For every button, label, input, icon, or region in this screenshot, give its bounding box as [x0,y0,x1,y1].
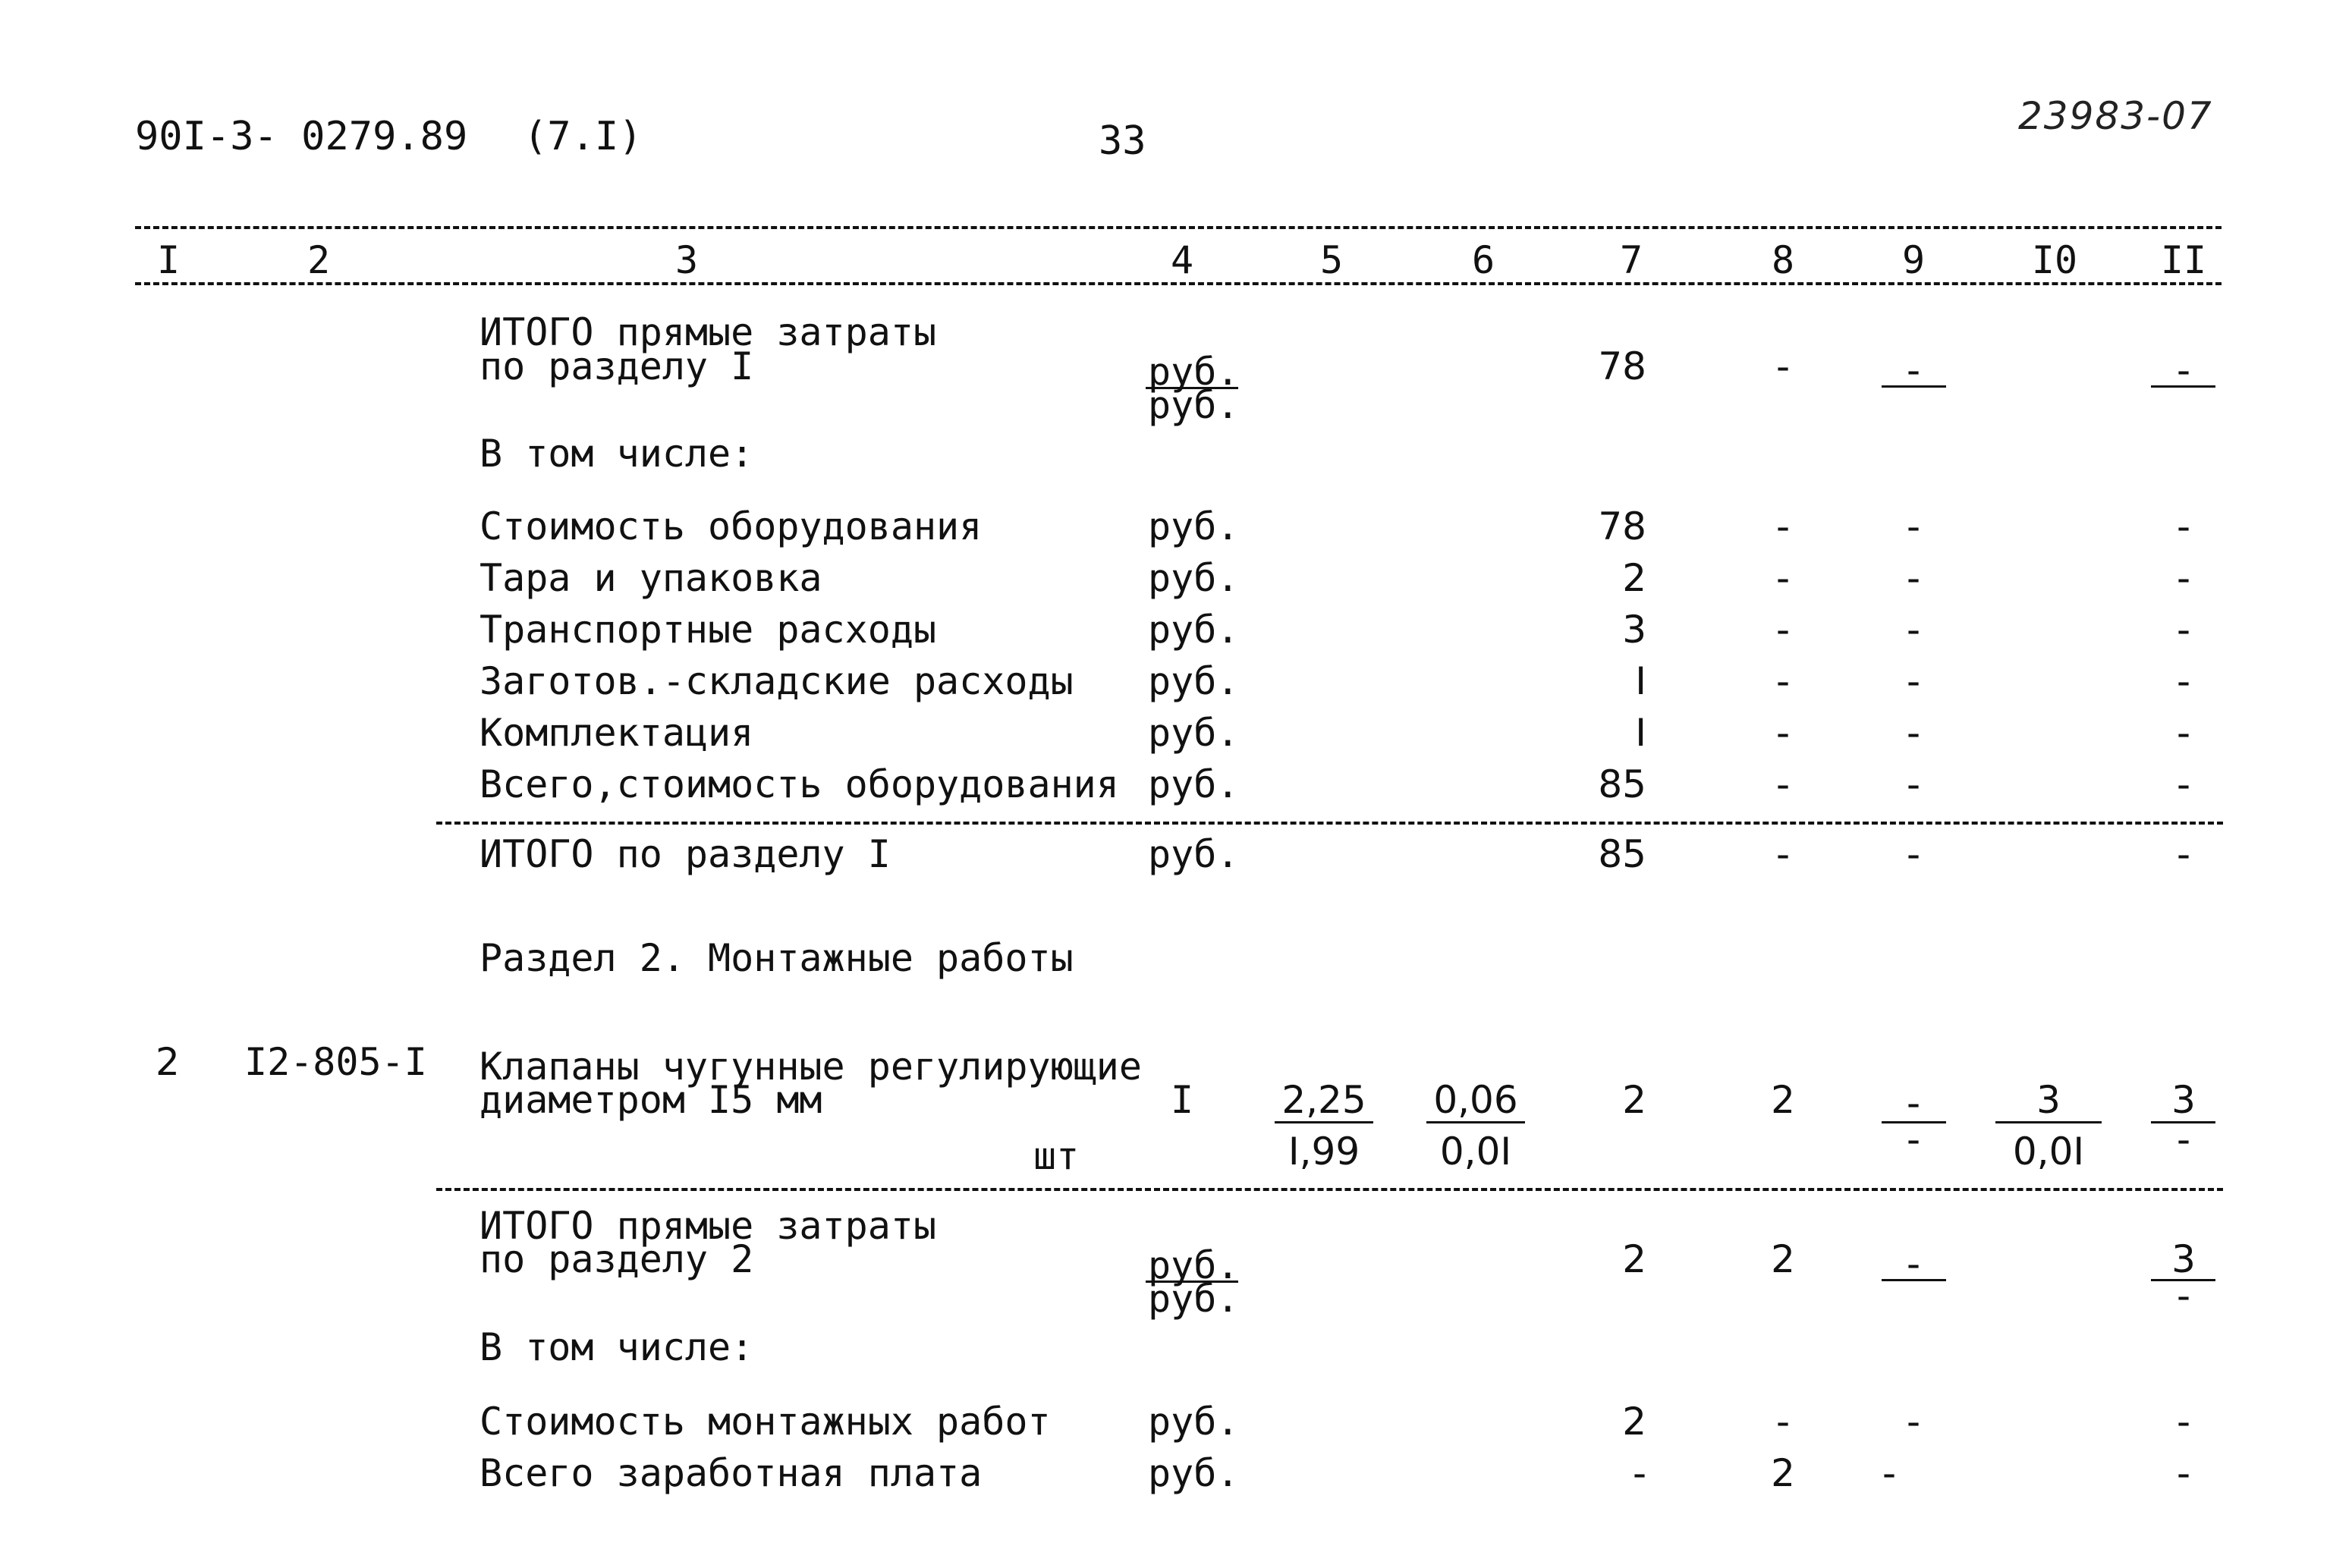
s2-total-unit-bottom: руб. [1148,1277,1240,1321]
s2-total-c11-top: 3 [2171,1237,2196,1281]
s2-item-c10-bottom: 0,0I [2012,1130,2085,1174]
s2-row-c7: 2 [1622,1400,1646,1444]
s1-row-c9: - [1906,659,1921,703]
s1-row-c9: - [1906,608,1921,652]
s1-row-unit: руб. [1148,504,1240,548]
s2-item-c11-top: 3 [2171,1078,2196,1122]
s1-row-c11: - [2176,556,2191,600]
s2-item-c9-bottom: - [1906,1117,1921,1161]
col-header-6: 6 [1471,238,1495,282]
s1-section-total-c11: - [2176,832,2191,876]
s1-row-c8: - [1775,504,1791,548]
s1-total-direct-line2: по разделу I [480,344,754,388]
s1-including-label: В том числе: [480,432,754,476]
s1-row-c9: - [1906,504,1921,548]
s1-total-rule [436,822,2223,825]
s1-row-c11: - [2176,762,2191,806]
s1-row-c7: I [1635,659,1646,703]
s1-row-c7: 85 [1598,762,1646,806]
s1-total-direct-line1: ИТОГО прямые затраты [480,310,937,354]
s1-row-c8: - [1775,608,1791,652]
s2-row-c7: - [1632,1451,1646,1495]
s2-item-c9-top: - [1906,1081,1921,1125]
col-header-7: 7 [1619,238,1643,282]
s1-row-name: Заготов.-складские расходы [480,659,1074,703]
s2-item-c5-bottom: I,99 [1288,1130,1360,1174]
s2-item-c6-top: 0,06 [1433,1078,1518,1122]
s1-row-c11: - [2176,608,2191,652]
s1-row-name: Комплектация [480,711,754,755]
s1-row-c9: - [1906,711,1921,755]
s2-item-c5-top: 2,25 [1281,1078,1366,1122]
s1-row-c7: I [1635,711,1646,755]
s1-total-c11: - [2176,348,2191,392]
s1-section-total-name: ИТОГО по разделу I [480,832,891,876]
s1-total-c9: - [1906,348,1921,392]
s2-item-c8: 2 [1771,1078,1795,1122]
s1-row-c8: - [1775,556,1791,600]
s2-row-c8: 2 [1771,1451,1795,1495]
s2-item-no: 2 [156,1040,180,1084]
s1-row-unit: руб. [1148,659,1240,703]
page-number: 33 [1099,118,1146,164]
s1-section-total-unit: руб. [1148,832,1240,876]
col-header-11: II [2160,238,2207,282]
s1-row-unit: руб. [1148,711,1240,755]
s2-total-c8: 2 [1771,1237,1795,1281]
s2-including-label: В том числе: [480,1325,754,1369]
s1-row-c11: - [2176,711,2191,755]
s2-item-qty: I [1170,1078,1194,1122]
stamp-number: 23983-07 [2018,94,2213,138]
s1-row-unit: руб. [1148,762,1240,806]
col-header-8: 8 [1771,238,1795,282]
s2-item-c10-fraction-bar [1995,1121,2102,1123]
col-header-10: I0 [2031,238,2078,282]
s2-row-c9: - [1882,1451,1897,1495]
s1-total-unit-bottom: руб. [1148,383,1240,427]
doc-part: (7.I) [524,114,643,159]
s2-row-c9: - [1906,1400,1921,1444]
col-header-1: I [156,238,181,282]
s2-total-direct-line2: по разделу 2 [480,1237,754,1281]
s1-row-name: Транспортные расходы [480,608,937,652]
s2-item-c6-fraction-bar [1426,1121,1525,1123]
s2-row-c11: - [2176,1400,2191,1444]
s1-row-c7: 2 [1622,556,1646,600]
s1-section-total-c7: 85 [1598,832,1646,876]
s2-row-unit: руб. [1148,1451,1240,1495]
s1-section-total-c8: - [1775,832,1791,876]
col-header-5: 5 [1319,238,1344,282]
s2-row-name: Стоимость монтажных работ [480,1400,1051,1444]
s1-total-unit-top: руб. [1148,350,1240,394]
s1-total-c11-fraction-bar [2151,385,2215,388]
s2-total-unit-top: руб. [1148,1243,1240,1287]
s2-item-c5-fraction-bar [1275,1121,1373,1123]
s1-total-c9-fraction-bar [1882,385,1946,388]
s1-row-unit: руб. [1148,608,1240,652]
s1-row-name: Тара и упаковка [480,556,822,600]
col-header-3: 3 [674,238,699,282]
col-header-4: 4 [1170,238,1194,282]
s1-row-name: Всего,стоимость оборудования [480,762,1119,806]
s2-title: Раздел 2. Монтажные работы [480,936,1074,980]
col-header-2: 2 [307,238,331,282]
s1-row-c8: - [1775,659,1791,703]
s2-total-direct-line1: ИТОГО прямые затраты [480,1204,937,1248]
s1-total-c8: - [1775,344,1791,388]
s2-item-code: I2-805-I [244,1040,427,1084]
s1-total-c7: 78 [1598,344,1646,388]
s1-row-c9: - [1906,556,1921,600]
s2-item-name-line1: Клапаны чугунные регулирующие [480,1045,1142,1089]
s2-row-name: Всего заработная плата [480,1451,983,1495]
s1-section-total-c9: - [1906,832,1921,876]
s2-row-c11: - [2176,1451,2191,1495]
s1-row-c8: - [1775,711,1791,755]
s2-total-c7: 2 [1622,1237,1646,1281]
doc-code: 90I-3- 0279.89 [135,114,468,159]
s1-row-c9: - [1906,762,1921,806]
s1-row-name: Стоимость оборудования [480,504,983,548]
s2-item-c7: 2 [1622,1078,1646,1122]
s1-row-c8: - [1775,762,1791,806]
header-bottom-rule [135,282,2222,285]
s1-row-c7: 78 [1598,504,1646,548]
s2-item-name-line2: диаметром I5 мм [480,1078,822,1122]
s2-total-c11-bottom: - [2176,1274,2191,1318]
s2-item-c10-top: 3 [2036,1078,2061,1122]
s2-row-unit: руб. [1148,1400,1240,1444]
s2-row-c8: - [1775,1400,1791,1444]
s2-item-c11-bottom: - [2176,1117,2191,1161]
s2-total-c9: - [1906,1242,1921,1286]
s1-row-c11: - [2176,659,2191,703]
header-top-rule [135,226,2222,229]
s2-item-unit: шт [1033,1134,1080,1178]
s2-item-rule [436,1188,2223,1191]
col-header-9: 9 [1901,238,1926,282]
s1-row-unit: руб. [1148,556,1240,600]
s2-item-c6-bottom: 0,0I [1439,1130,1512,1174]
s1-row-c7: 3 [1622,608,1646,652]
s1-row-c11: - [2176,504,2191,548]
s2-total-c9-fraction-bar [1882,1279,1946,1281]
